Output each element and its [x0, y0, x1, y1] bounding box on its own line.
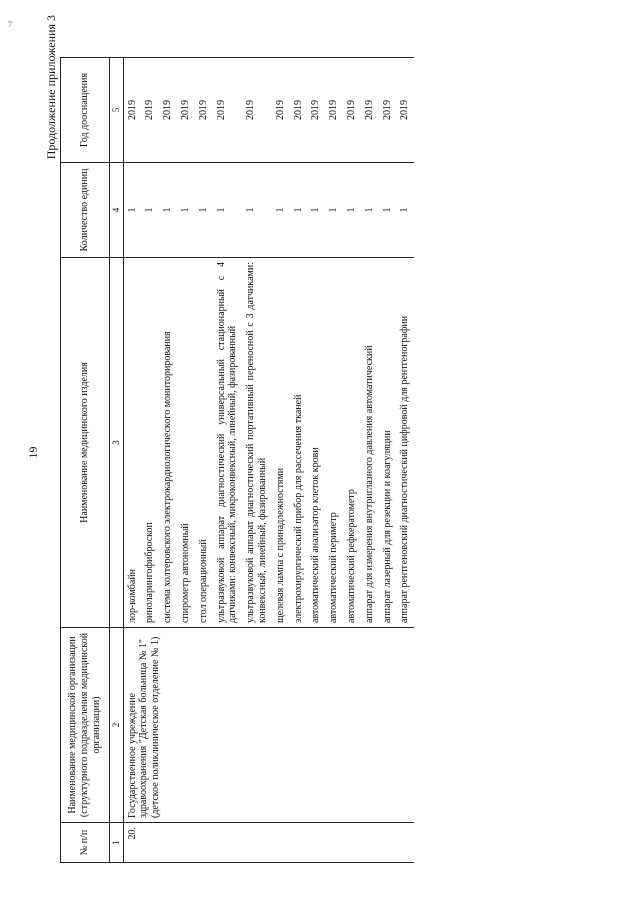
quantity: 1 [213, 163, 243, 258]
continuation-label: Продолжение приложения 3 [44, 15, 58, 160]
column-number: 5 [110, 58, 124, 163]
year: 2019 [242, 58, 272, 163]
quantity: 1 [290, 163, 308, 258]
year: 2019 [123, 58, 141, 163]
header-organization: Наименование медицинской организации (структурного подразделения медицинской организации) [61, 628, 110, 823]
device-name: щелевая лампа с принадлежностями [272, 258, 290, 628]
column-number-row [110, 58, 124, 863]
quantity: 1 [242, 163, 272, 258]
quantity: 1 [123, 163, 141, 258]
table-row [123, 58, 141, 863]
quantity: 1 [177, 163, 195, 258]
quantity: 1 [195, 163, 213, 258]
column-number: 3 [110, 258, 124, 628]
year: 2019 [396, 58, 414, 163]
year: 2019 [307, 58, 325, 163]
header-number: № п/п [61, 823, 110, 863]
quantity: 1 [307, 163, 325, 258]
column-number: 2 [110, 628, 124, 823]
device-name: стол операционный [195, 258, 213, 628]
equipment-table [60, 57, 414, 863]
device-name: аппарат лазерный для резекции и коагуляции [379, 258, 397, 628]
device-name: лор-комбайн [123, 258, 141, 628]
year: 2019 [379, 58, 397, 163]
year: 2019 [290, 58, 308, 163]
year: 2019 [159, 58, 177, 163]
device-name: автоматический рефкератометр [343, 258, 361, 628]
year: 2019 [272, 58, 290, 163]
header-quantity: Количество единиц [61, 163, 110, 258]
year: 2019 [195, 58, 213, 163]
device-name: аппарат для измерения внутриглазного давления автоматический [361, 258, 379, 628]
quantity: 1 [325, 163, 343, 258]
year: 2019 [343, 58, 361, 163]
quantity: 1 [159, 163, 177, 258]
quantity: 1 [379, 163, 397, 258]
quantity: 1 [272, 163, 290, 258]
device-name: электрохирургический прибор для рассечения тканей [290, 258, 308, 628]
year: 2019 [213, 58, 243, 163]
device-name: система холтеровского электрокардиологического мониторирования [159, 258, 177, 628]
header-row [61, 58, 110, 863]
margin-mark: 7 [8, 20, 12, 29]
column-number: 4 [110, 163, 124, 258]
header-year: Год дооснащения [61, 58, 110, 163]
device-name: риноларингофиброскоп [141, 258, 159, 628]
device-name: автоматический анализатор клеток крови [307, 258, 325, 628]
year: 2019 [141, 58, 159, 163]
column-number: 1 [110, 823, 124, 863]
year: 2019 [325, 58, 343, 163]
year: 2019 [177, 58, 195, 163]
device-name: ультразвуковой аппарат диагностический портативный переносной с 3 датчиками: конвексный, линейный, фазированный [242, 258, 272, 628]
quantity: 1 [343, 163, 361, 258]
row-number: 20. [123, 823, 414, 863]
header-device-name: Наименование медицинского изделия [61, 258, 110, 628]
quantity: 1 [396, 163, 414, 258]
device-name: аппарат рентгеновский диагностический цифровой для рентгенографии [396, 258, 414, 628]
year: 2019 [361, 58, 379, 163]
device-name: спирометр автономный [177, 258, 195, 628]
quantity: 1 [361, 163, 379, 258]
page-number: 19 [26, 446, 40, 459]
quantity: 1 [141, 163, 159, 258]
organization-name: Государственное учреждение здравоохранения "Детская больница № 1" (детское поликлиническое отделение № 1) [123, 628, 414, 823]
device-name: автоматический периметр [325, 258, 343, 628]
device-name: ультразвуковой аппарат диагностический универсальный стационарный с 4 датчиками: конвексный, микроконвексный, линейный, фазированный [213, 258, 243, 628]
